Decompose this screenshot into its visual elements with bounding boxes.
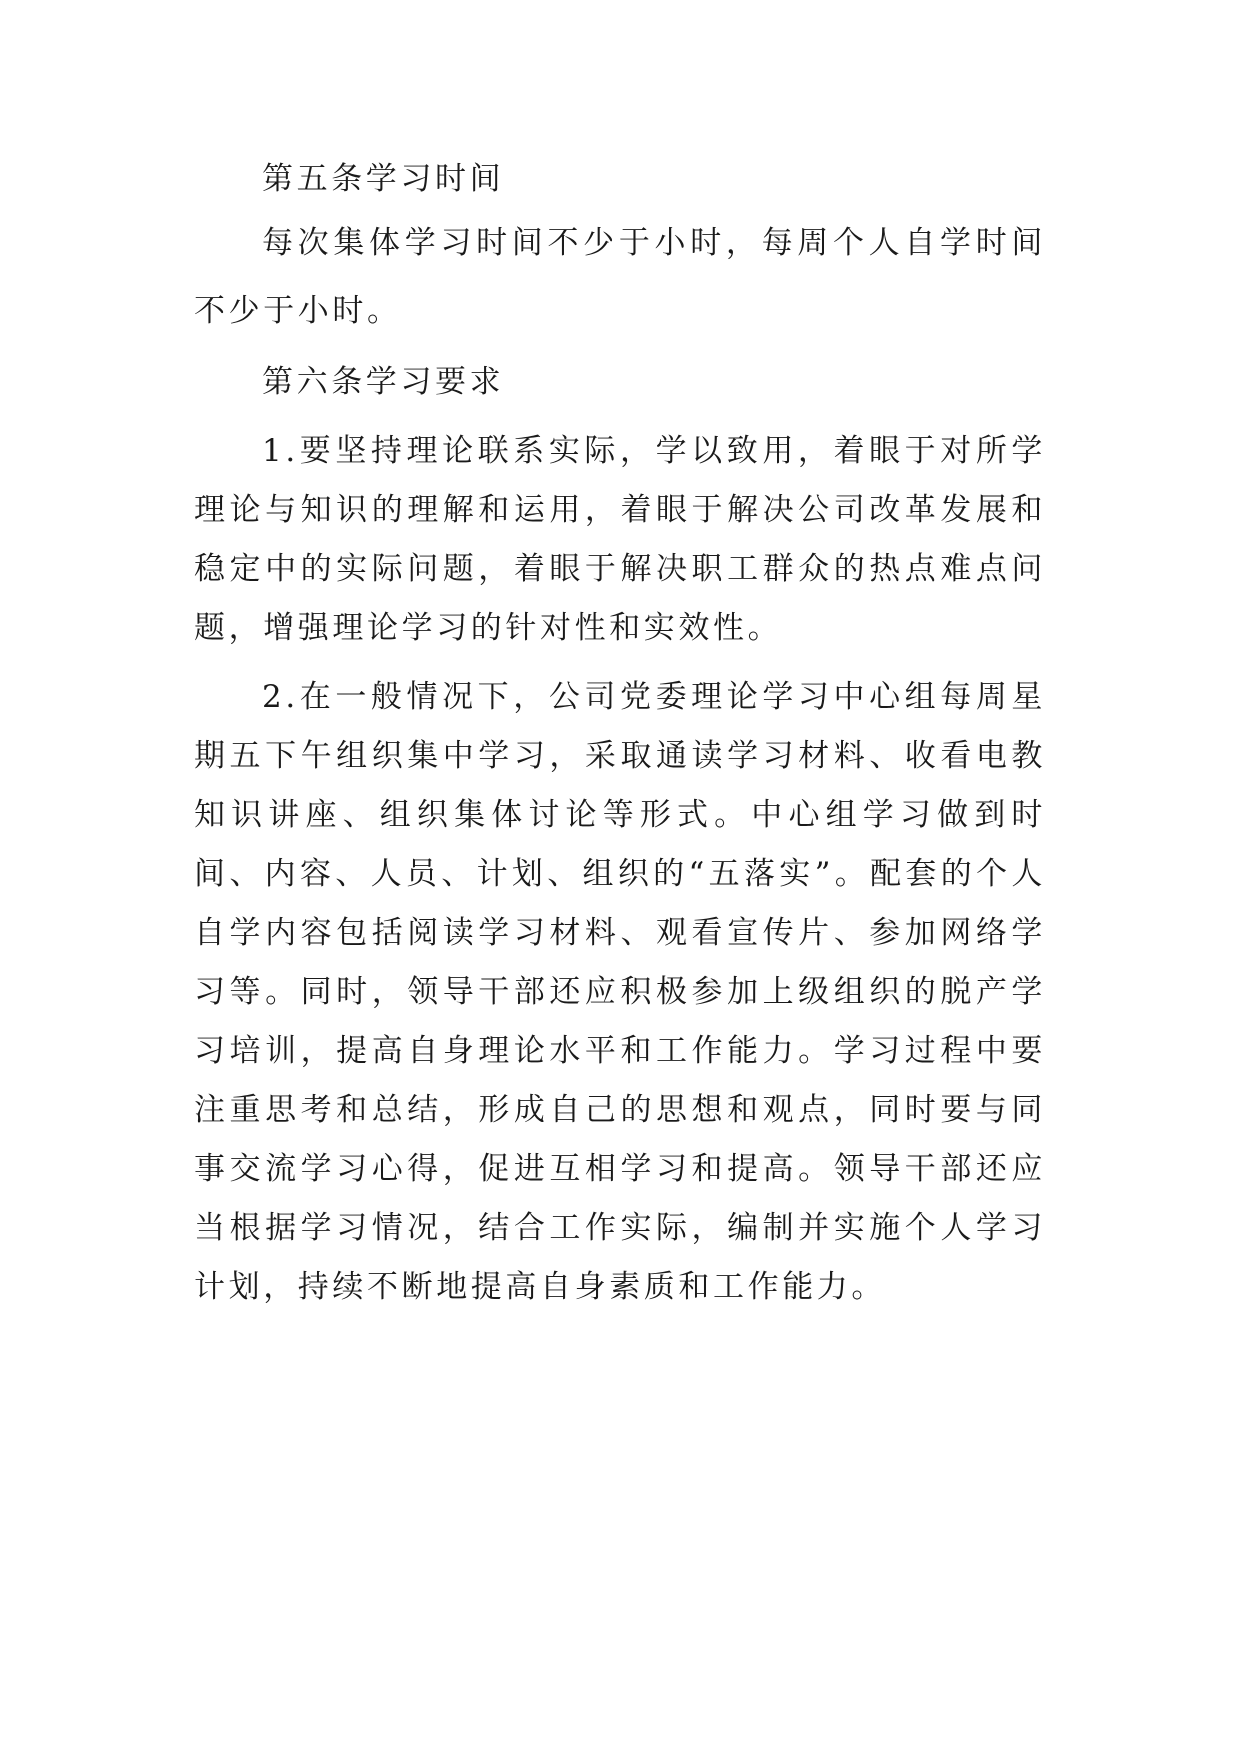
spacer [194,658,1046,668]
article6-item2: 2.在一般情况下，公司党委理论学习中心组每周星期五下午组织集中学习，采取通读学习材料、收看电教知识讲座、组织集体讨论等形式。中心组学习做到时间、内容、人员、计划、组织的“五落实”。配套的个人自学内容包括阅读学习材料、观看宣传片、参加网络学习等。同时，领导干部还应积极参加上级组织的脱产学习培训，提高自身理论水平和工作能力。学习过程中要注重思考和总结，形成自己的思想和观点，同时要与同事交流学习心得，促进互相学习和提高。领导干部还应当根据学习情况，结合工作实际，编制并实施个人学习计划，持续不断地提高自身素质和工作能力。 [194,679,1046,1305]
article6-heading: 第六条学习要求 [262,364,505,400]
article5-heading: 第五条学习时间 [262,161,505,197]
document-page [194,150,1046,1317]
spacer [194,412,1046,422]
spacer [194,345,1046,353]
article6-item1: 1.要坚持理论联系实际，学以致用，着眼于对所学理论与知识的理解和运用，着眼于解决公司改革发展和稳定中的实际问题，着眼于解决职工群众的热点难点问题，增强理论学习的针对性和实效性。 [194,433,1046,646]
article5-body: 每次集体学习时间不少于小时，每周个人自学时间不少于小时。 [194,225,1046,329]
